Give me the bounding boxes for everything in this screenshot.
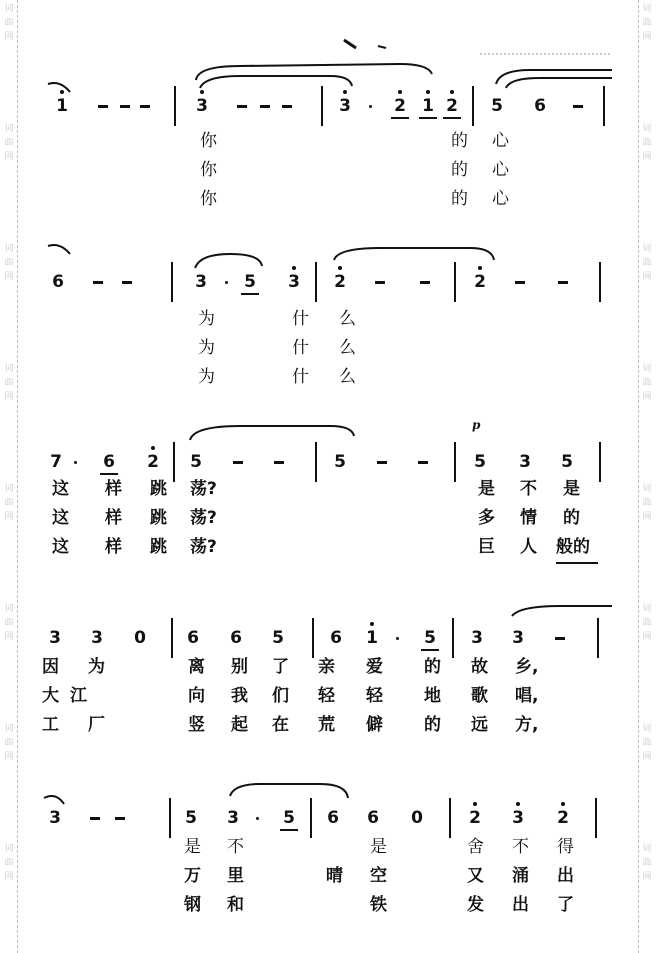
slur bbox=[190, 426, 354, 440]
lyric: 远 bbox=[471, 715, 488, 735]
lyric: 是 bbox=[478, 479, 495, 499]
watermark-char: 曲 bbox=[4, 618, 14, 628]
watermark-char: 网 bbox=[4, 872, 14, 882]
lyric: 因 bbox=[42, 657, 59, 677]
note: 6 bbox=[187, 628, 199, 648]
lyric: 歌 bbox=[471, 686, 488, 706]
slur bbox=[230, 784, 348, 798]
note: 2 bbox=[394, 96, 406, 116]
watermark-char: 曲 bbox=[4, 858, 14, 868]
barline bbox=[315, 442, 317, 482]
watermark-char: 曲 bbox=[4, 18, 14, 28]
note: 3 bbox=[471, 628, 483, 648]
lyric: 晴 bbox=[326, 866, 343, 886]
slur bbox=[48, 245, 70, 254]
lyric: 万 bbox=[184, 866, 201, 886]
barline bbox=[597, 618, 599, 658]
slur bbox=[196, 64, 432, 80]
slur bbox=[44, 796, 64, 804]
lyric: 里 bbox=[227, 866, 244, 886]
lyric: 什 bbox=[292, 309, 309, 329]
watermark-char: 词 bbox=[4, 484, 14, 494]
lyric: 么 bbox=[339, 338, 356, 358]
note: 5 bbox=[185, 808, 197, 828]
hold-dash bbox=[515, 281, 525, 284]
lyric: 舍 bbox=[467, 837, 484, 857]
octave-dot bbox=[292, 266, 296, 270]
watermark-char: 曲 bbox=[642, 258, 652, 268]
watermark-char: 曲 bbox=[642, 138, 652, 148]
barline bbox=[599, 442, 601, 482]
lyric: 为 bbox=[198, 309, 215, 329]
watermark-char: 网 bbox=[642, 32, 652, 42]
slur bbox=[48, 83, 70, 92]
lyric: 的 bbox=[424, 715, 441, 735]
lyric: 工 bbox=[42, 715, 59, 735]
lyric: 向 bbox=[188, 686, 205, 706]
lyric: 别 bbox=[231, 657, 248, 677]
hold-dash bbox=[115, 817, 125, 820]
lyric: 得 bbox=[557, 837, 574, 857]
lyric: 的 bbox=[563, 508, 580, 528]
octave-dot bbox=[450, 90, 454, 94]
lyric: 跳 bbox=[150, 508, 167, 528]
hold-dash bbox=[90, 817, 100, 820]
lyric: 荡? bbox=[190, 537, 217, 557]
note: 3 bbox=[512, 808, 524, 828]
hold-dash bbox=[120, 105, 130, 108]
lyric: 江 bbox=[70, 686, 87, 706]
lyric: 心 bbox=[492, 189, 509, 209]
lyric: 的 bbox=[451, 131, 468, 151]
hold-dash bbox=[420, 281, 430, 284]
watermark-char: 网 bbox=[4, 32, 14, 42]
note: 3 bbox=[49, 628, 61, 648]
lyric: 在 bbox=[272, 715, 289, 735]
watermark-char: 网 bbox=[642, 392, 652, 402]
octave-dot bbox=[200, 90, 204, 94]
barline bbox=[603, 86, 605, 126]
lyric: 发 bbox=[467, 895, 484, 915]
lyric: 厂 bbox=[88, 715, 105, 735]
note: 5 bbox=[561, 452, 573, 472]
watermark-char: 网 bbox=[642, 272, 652, 282]
lyric: 么 bbox=[339, 367, 356, 387]
beam-underline bbox=[280, 829, 298, 831]
lyric: 了 bbox=[557, 895, 574, 915]
hold-dash bbox=[237, 105, 247, 108]
barline bbox=[454, 262, 456, 302]
lyric: 你 bbox=[200, 189, 217, 209]
barline bbox=[599, 262, 601, 302]
watermark-char: 词 bbox=[642, 484, 652, 494]
octave-dot bbox=[151, 446, 155, 450]
note: 6 bbox=[367, 808, 379, 828]
augmentation-dot bbox=[396, 637, 399, 640]
barline bbox=[171, 262, 173, 302]
lyric: 了 bbox=[272, 657, 289, 677]
note: 0 bbox=[411, 808, 423, 828]
lyric: 钢 bbox=[184, 895, 201, 915]
barline bbox=[454, 442, 456, 482]
slur bbox=[200, 76, 352, 88]
lyric: 荒 bbox=[318, 715, 335, 735]
lyric: 什 bbox=[292, 338, 309, 358]
watermark-char: 曲 bbox=[642, 498, 652, 508]
slur bbox=[512, 606, 612, 616]
watermark-char: 曲 bbox=[4, 378, 14, 388]
beam-underline bbox=[241, 293, 259, 295]
lyric: 般的 bbox=[556, 537, 590, 557]
hold-dash bbox=[282, 105, 292, 108]
barline bbox=[315, 262, 317, 302]
lyric: 的 bbox=[451, 189, 468, 209]
hold-dash bbox=[93, 281, 103, 284]
note: 6 bbox=[230, 628, 242, 648]
watermark-char: 网 bbox=[642, 152, 652, 162]
watermark-char: 网 bbox=[642, 512, 652, 522]
lyric: 样 bbox=[105, 479, 122, 499]
augmentation-dot bbox=[225, 281, 228, 284]
lyric: 什 bbox=[292, 367, 309, 387]
watermark-char: 网 bbox=[4, 272, 14, 282]
watermark-char: 网 bbox=[642, 872, 652, 882]
ink-mark bbox=[378, 46, 386, 48]
note: 2 bbox=[446, 96, 458, 116]
note: 3 bbox=[339, 96, 351, 116]
barline bbox=[171, 618, 173, 658]
lyric: 铁 bbox=[370, 895, 387, 915]
note: 3 bbox=[519, 452, 531, 472]
lyric: 的 bbox=[424, 657, 441, 677]
watermark-char: 词 bbox=[642, 604, 652, 614]
watermark-char: 词 bbox=[642, 244, 652, 254]
lyric: 情 bbox=[520, 508, 537, 528]
watermark-char: 曲 bbox=[642, 18, 652, 28]
augmentation-dot bbox=[256, 817, 259, 820]
watermark-char: 曲 bbox=[642, 618, 652, 628]
octave-dot bbox=[338, 266, 342, 270]
lyric: 是 bbox=[563, 479, 580, 499]
lyric: 轻 bbox=[366, 686, 383, 706]
hold-dash bbox=[122, 281, 132, 284]
augmentation-dot bbox=[369, 105, 372, 108]
beam-underline bbox=[391, 117, 409, 119]
lyric: 地 bbox=[424, 686, 441, 706]
lyric: 这 bbox=[52, 508, 69, 528]
barline bbox=[173, 442, 175, 482]
beam-underline bbox=[443, 117, 461, 119]
ink-mark bbox=[344, 40, 356, 48]
watermark-char: 词 bbox=[4, 4, 14, 14]
watermark-char: 网 bbox=[4, 632, 14, 642]
lyric: 僻 bbox=[366, 715, 383, 735]
hold-dash bbox=[418, 461, 428, 464]
lyric: 这 bbox=[52, 479, 69, 499]
watermark-char: 网 bbox=[4, 392, 14, 402]
hold-dash bbox=[555, 637, 565, 640]
lyric: 是 bbox=[370, 837, 387, 857]
dynamic-mark: p bbox=[472, 418, 481, 432]
hold-dash bbox=[98, 105, 108, 108]
slur bbox=[195, 254, 262, 268]
watermark-char: 曲 bbox=[4, 498, 14, 508]
hold-dash bbox=[375, 281, 385, 284]
barline bbox=[472, 86, 474, 126]
lyric: 爱 bbox=[366, 657, 383, 677]
note: 6 bbox=[103, 452, 115, 472]
lyric: 轻 bbox=[318, 686, 335, 706]
note: 2 bbox=[469, 808, 481, 828]
lyric: 心 bbox=[492, 160, 509, 180]
lyric: 的 bbox=[451, 160, 468, 180]
lyric: 方, bbox=[515, 715, 539, 735]
watermark-char: 曲 bbox=[642, 378, 652, 388]
lyric: 么 bbox=[339, 309, 356, 329]
watermark-char: 词 bbox=[642, 844, 652, 854]
lyric: 唱, bbox=[515, 686, 539, 706]
lyric: 故 bbox=[471, 657, 488, 677]
hold-dash bbox=[377, 461, 387, 464]
lyric: 跳 bbox=[150, 479, 167, 499]
note: 3 bbox=[512, 628, 524, 648]
lyric: 人 bbox=[520, 537, 537, 557]
lyric: 你 bbox=[200, 160, 217, 180]
note: 1 bbox=[422, 96, 434, 116]
note: 2 bbox=[147, 452, 159, 472]
watermark-char: 词 bbox=[4, 724, 14, 734]
lyric: 为 bbox=[198, 338, 215, 358]
octave-dot bbox=[370, 622, 374, 626]
lyric: 亲 bbox=[318, 657, 335, 677]
note: 5 bbox=[272, 628, 284, 648]
lyric: 不 bbox=[512, 837, 529, 857]
note: 5 bbox=[334, 452, 346, 472]
lyric: 离 bbox=[188, 657, 205, 677]
watermark-char: 网 bbox=[4, 512, 14, 522]
note: 5 bbox=[283, 808, 295, 828]
hold-dash bbox=[274, 461, 284, 464]
lyric: 出 bbox=[512, 895, 529, 915]
watermark-char: 词 bbox=[4, 844, 14, 854]
octave-dot bbox=[516, 802, 520, 806]
hold-dash bbox=[573, 105, 583, 108]
barline bbox=[595, 798, 597, 838]
watermark-char: 词 bbox=[642, 124, 652, 134]
lyric: 跳 bbox=[150, 537, 167, 557]
watermark-char: 词 bbox=[642, 364, 652, 374]
lyric: 为 bbox=[198, 367, 215, 387]
note: 6 bbox=[52, 272, 64, 292]
octave-dot bbox=[398, 90, 402, 94]
hold-dash bbox=[260, 105, 270, 108]
octave-dot bbox=[343, 90, 347, 94]
lyric: 荡? bbox=[190, 508, 217, 528]
note: 3 bbox=[227, 808, 239, 828]
lyric: 为 bbox=[88, 657, 105, 677]
lyric: 这 bbox=[52, 537, 69, 557]
watermark-char: 词 bbox=[4, 244, 14, 254]
octave-dot bbox=[478, 266, 482, 270]
note: 5 bbox=[244, 272, 256, 292]
beam-underline bbox=[100, 473, 118, 475]
barline bbox=[452, 618, 454, 658]
note: 6 bbox=[330, 628, 342, 648]
lyric: 涌 bbox=[512, 866, 529, 886]
watermark-char: 曲 bbox=[4, 138, 14, 148]
watermark-char: 网 bbox=[4, 152, 14, 162]
lyric: 大 bbox=[42, 686, 59, 706]
note: 2 bbox=[474, 272, 486, 292]
lyric: 又 bbox=[467, 866, 484, 886]
hold-dash bbox=[140, 105, 150, 108]
lyric: 乡, bbox=[515, 657, 539, 677]
watermark-char: 曲 bbox=[642, 738, 652, 748]
lyric: 荡? bbox=[190, 479, 217, 499]
octave-dot bbox=[561, 802, 565, 806]
lyric: 们 bbox=[272, 686, 289, 706]
lyric: 样 bbox=[105, 508, 122, 528]
note: 6 bbox=[534, 96, 546, 116]
hold-dash bbox=[558, 281, 568, 284]
note: 5 bbox=[190, 452, 202, 472]
lyric: 我 bbox=[231, 686, 248, 706]
note: 5 bbox=[491, 96, 503, 116]
note: 2 bbox=[557, 808, 569, 828]
note: 6 bbox=[327, 808, 339, 828]
barline bbox=[312, 618, 314, 658]
note: 0 bbox=[134, 628, 146, 648]
watermark-char: 词 bbox=[4, 124, 14, 134]
note: 3 bbox=[91, 628, 103, 648]
watermark-char: 网 bbox=[4, 752, 14, 762]
lyric: 竖 bbox=[188, 715, 205, 735]
watermark-char: 曲 bbox=[4, 738, 14, 748]
watermark-char: 词 bbox=[4, 364, 14, 374]
octave-dot bbox=[473, 802, 477, 806]
beam-underline bbox=[419, 117, 437, 119]
barline bbox=[449, 798, 451, 838]
lyric: 多 bbox=[478, 508, 495, 528]
lyric: 你 bbox=[200, 131, 217, 151]
note: 5 bbox=[474, 452, 486, 472]
barline bbox=[174, 86, 176, 126]
lyric: 不 bbox=[227, 837, 244, 857]
lyric: 是 bbox=[184, 837, 201, 857]
slur bbox=[334, 248, 494, 260]
augmentation-dot bbox=[74, 461, 77, 464]
watermark-char: 词 bbox=[4, 604, 14, 614]
lyric: 空 bbox=[370, 866, 387, 886]
note: 3 bbox=[195, 272, 207, 292]
watermark-char: 词 bbox=[642, 724, 652, 734]
lyric: 出 bbox=[557, 866, 574, 886]
lyric: 起 bbox=[231, 715, 248, 735]
lyric: 不 bbox=[520, 479, 537, 499]
slur bbox=[506, 78, 612, 88]
note: 7 bbox=[50, 452, 62, 472]
note: 3 bbox=[196, 96, 208, 116]
barline bbox=[169, 798, 171, 838]
watermark-char: 词 bbox=[642, 4, 652, 14]
lyric: 心 bbox=[492, 131, 509, 151]
beam-underline bbox=[421, 649, 439, 651]
lyric: 样 bbox=[105, 537, 122, 557]
octave-dot bbox=[426, 90, 430, 94]
watermark-char: 网 bbox=[642, 632, 652, 642]
note: 3 bbox=[49, 808, 61, 828]
watermark-char: 曲 bbox=[642, 858, 652, 868]
lyric: 和 bbox=[227, 895, 244, 915]
note: 1 bbox=[56, 96, 68, 116]
note: 2 bbox=[334, 272, 346, 292]
watermark-char: 曲 bbox=[4, 258, 14, 268]
watermark-char: 网 bbox=[642, 752, 652, 762]
note: 5 bbox=[424, 628, 436, 648]
hold-dash bbox=[233, 461, 243, 464]
barline bbox=[321, 86, 323, 126]
octave-dot bbox=[60, 90, 64, 94]
note: 1 bbox=[366, 628, 378, 648]
barline bbox=[310, 798, 312, 838]
note: 3 bbox=[288, 272, 300, 292]
lyric: 巨 bbox=[478, 537, 495, 557]
